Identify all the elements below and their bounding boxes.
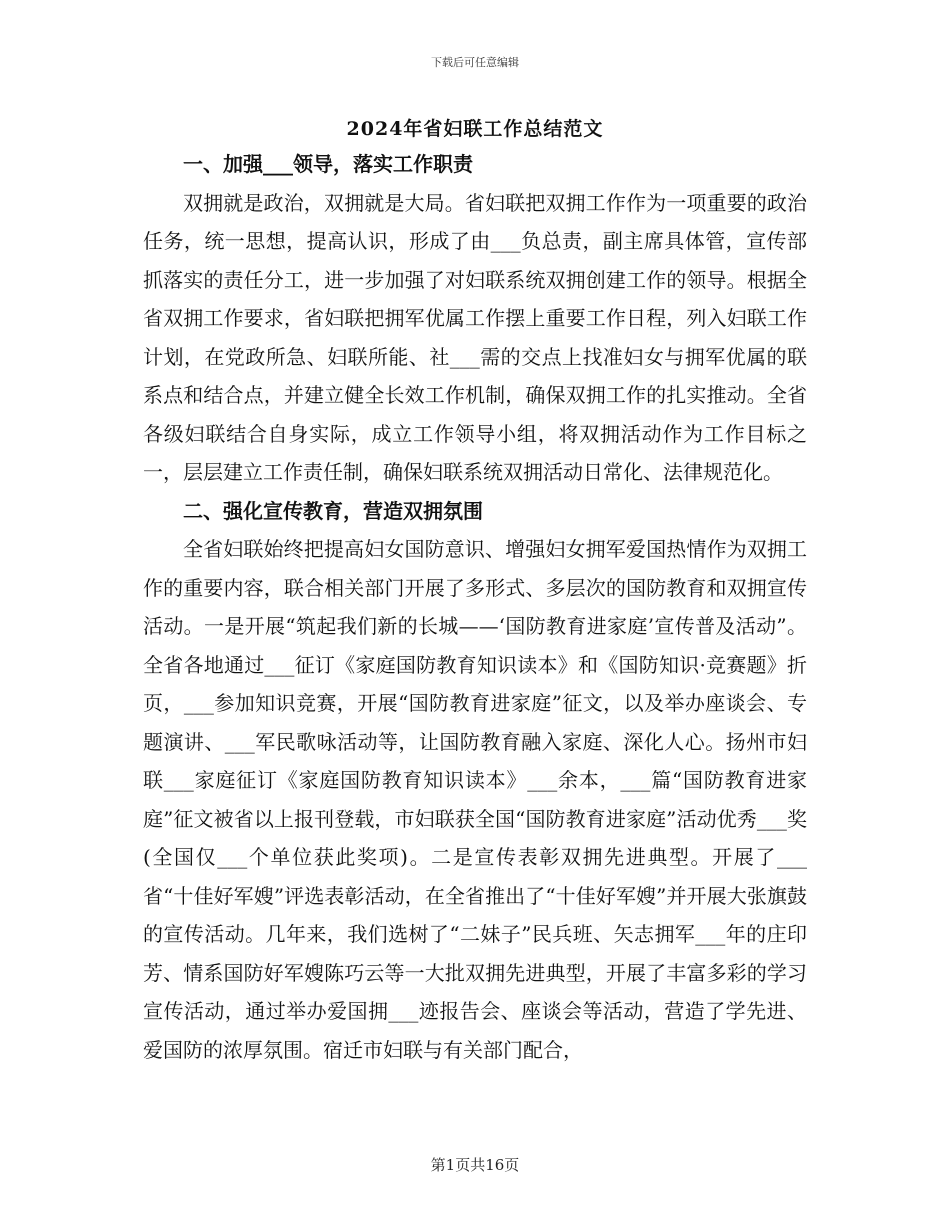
document-body: [143, 145, 807, 1069]
header-note: 下载后可任意编辑: [431, 56, 519, 69]
section-paragraph-1: 双拥就是政治，双拥就是大局。省妇联把双拥工作作为一项重要的政治任务，统一思想，提高认识，形成了由___负总责，副主席具体管，宣传部抓落实的责任分工，进一步加强了对妇联系统双拥创建工作的领导。根据全省双拥工作要求，省妇联把拥军优属工作摆上重要工作日程，列入妇联工作计划，在党政所急、妇联所能、社___需的交点上找准妇女与拥军优属的联系点和结合点，并建立健全长效工作机制，确保双拥工作的扎实推动。全省各级妇联结合自身实际，成立工作领导小组，将双拥活动作为工作目标之一，层层建立工作责任制，确保妇联系统双拥活动日常化、法律规范化。: [143, 190, 807, 484]
section-paragraph-2: 全省妇联始终把提高妇女国防意识、增强妇女拥军爱国热情作为双拥工作的重要内容，联合相关部门开展了多形式、多层次的国防教育和双拥宣传活动。一是开展“筑起我们新的长城——‘国防教育进家庭’宣传普及活动”。全省各地通过___征订《家庭国防教育知识读本》和《国防知识·竞赛题》折页，___参加知识竞赛，开展“国防教育进家庭”征文，以及举办座谈会、专题演讲、___军民歌咏活动等，让国防教育融入家庭、深化人心。扬州市妇联___家庭征订《家庭国防教育知识读本》___余本，___篇“国防教育进家庭”征文被省以上报刊登载，市妇联获全国“国防教育进家庭”活动优秀___奖(全国仅___个单位获此奖项)。二是宣传表彰双拥先进典型。开展了___省“十佳好军嫂”评选表彰活动，在全省推出了“十佳好军嫂”并开展大张旗鼓的宣传活动。几年来，我们选树了“二妹子”民兵班、矢志拥军___年的庄印芳、情系国防好军嫂陈巧云等一大批双拥先进典型，开展了丰富多彩的学习宣传活动，通过举办爱国拥___迹报告会、座谈会等活动，营造了学先进、爱国防的浓厚氛围。宿迁市妇联与有关部门配合，: [143, 537, 807, 1062]
section-heading-2: 二、强化宣传教育，营造双拥氛围: [183, 498, 483, 523]
section-heading-1: 一、加强___领导，落实工作职责: [183, 152, 473, 176]
document-title: 2024年省妇联工作总结范文: [346, 118, 604, 140]
page-footer: 第1页共16页: [430, 1156, 520, 1174]
